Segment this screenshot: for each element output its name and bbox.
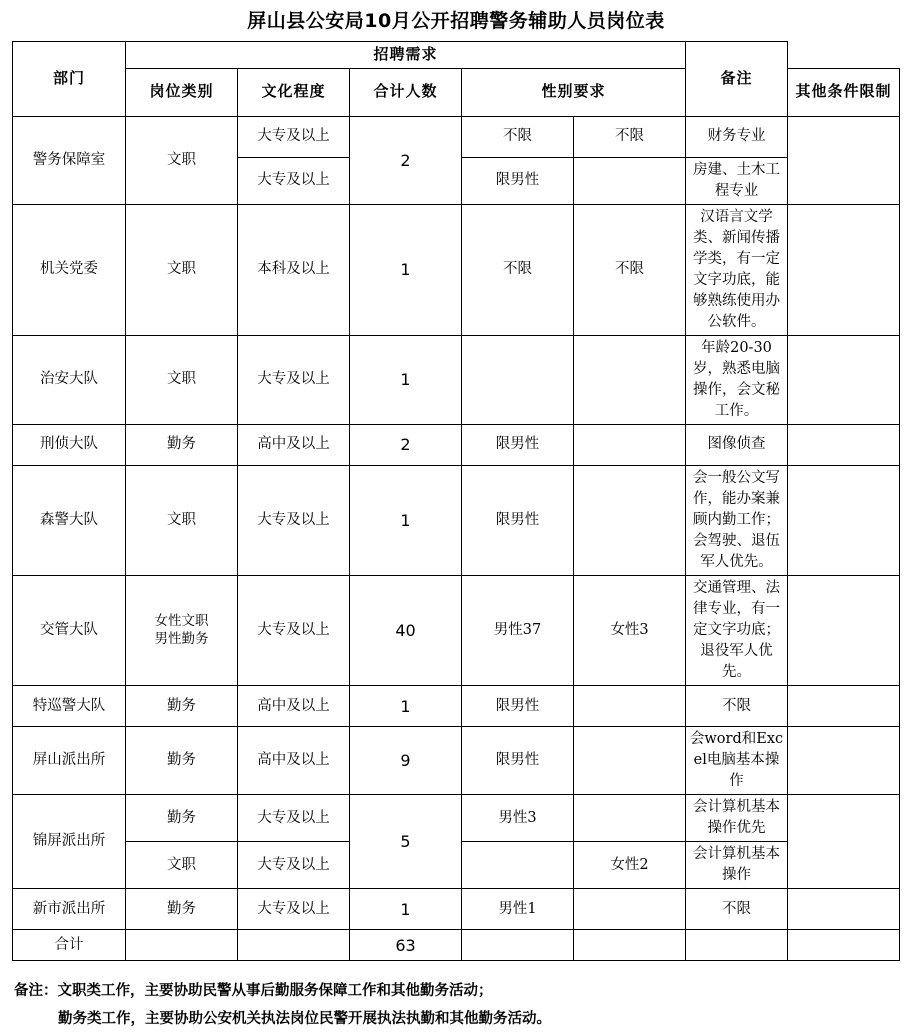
- cell-job-category: 勤务: [126, 727, 238, 795]
- cell-gender-a: 限男性: [462, 727, 574, 795]
- cell-department: 警务保障室: [13, 116, 126, 204]
- cell-other-conditions: 年龄20-30岁，熟悉电脑操作，会文秘工作。: [686, 335, 788, 424]
- cell-department: 特巡警大队: [13, 686, 126, 727]
- cell-education: 大专及以上: [238, 335, 350, 424]
- cell-remark: [788, 576, 900, 686]
- cell-gender-a: 限男性: [462, 424, 574, 465]
- cell-department: 森警大队: [13, 465, 126, 575]
- cell-gender-a: 不限: [462, 116, 574, 157]
- cell-department: 治安大队: [13, 335, 126, 424]
- cell-remark: [788, 889, 900, 930]
- cell-other-conditions: 会计算机基本操作优先: [686, 795, 788, 842]
- cell-job-category: 勤务: [126, 795, 238, 842]
- cell-summary-total: 63: [350, 930, 462, 961]
- table-row: [13, 204, 900, 335]
- table-body: [13, 116, 900, 960]
- cell-other-conditions: 会word和Excel电脑基本操作: [686, 727, 788, 795]
- page-title: 屏山县公安局10月公开招聘警务辅助人员岗位表: [247, 10, 665, 32]
- table-header: [13, 42, 900, 117]
- cell-department: 机关党委: [13, 204, 126, 335]
- cell-other-conditions: 图像侦查: [686, 424, 788, 465]
- cell-total-count: 5: [350, 795, 462, 889]
- recruitment-table: [12, 41, 900, 961]
- cell-education: 本科及以上: [238, 204, 350, 335]
- cell-other-conditions: 财务专业: [686, 116, 788, 157]
- cell-gender-b: 不限: [574, 204, 686, 335]
- header-department: 部门: [13, 42, 126, 117]
- cell-other-conditions: 会计算机基本操作: [686, 842, 788, 889]
- header-gender-requirement: 性别要求: [462, 68, 686, 116]
- header-other-conditions: 其他条件限制: [788, 68, 900, 116]
- cell-department: 锦屏派出所: [13, 795, 126, 889]
- cell-job-category: 女性文职 男性勤务: [126, 576, 238, 686]
- cell-job-category: 勤务: [126, 424, 238, 465]
- cell-total-count: 1: [350, 686, 462, 727]
- header-job-category: 岗位类别: [126, 68, 238, 116]
- cell-summary-gender-a: [462, 930, 574, 961]
- cell-gender-a: [462, 842, 574, 889]
- cell-education: 高中及以上: [238, 424, 350, 465]
- cell-job-category: 勤务: [126, 889, 238, 930]
- cell-education: 大专及以上: [238, 576, 350, 686]
- cell-gender-a: [462, 335, 574, 424]
- cell-remark: [788, 795, 900, 889]
- header-row-top: [13, 42, 900, 69]
- table-row: [13, 424, 900, 465]
- cell-other-conditions: 不限: [686, 889, 788, 930]
- cell-remark: [788, 335, 900, 424]
- cell-job-category: 文职: [126, 116, 238, 204]
- cell-other-conditions: 交通管理、法律专业，有一定文字功底；退役军人优先。: [686, 576, 788, 686]
- cell-total-count: 2: [350, 424, 462, 465]
- table-row: [13, 686, 900, 727]
- cell-gender-a: 限男性: [462, 686, 574, 727]
- cell-gender-b: [574, 727, 686, 795]
- table-row: [13, 116, 900, 157]
- cell-gender-b: [574, 686, 686, 727]
- cell-total-count: 9: [350, 727, 462, 795]
- cell-education: 高中及以上: [238, 686, 350, 727]
- summary-row: [13, 930, 900, 961]
- cell-department: 交管大队: [13, 576, 126, 686]
- cell-gender-b: 女性3: [574, 576, 686, 686]
- cell-summary-conditions: [686, 930, 788, 961]
- cell-total-count: 40: [350, 576, 462, 686]
- cell-education: 大专及以上: [238, 157, 350, 204]
- cell-total-count: 1: [350, 335, 462, 424]
- footnotes: [14, 977, 912, 1032]
- table-row: [13, 727, 900, 795]
- cell-department: 刑侦大队: [13, 424, 126, 465]
- cell-gender-a: 男性3: [462, 795, 574, 842]
- cell-department: 新市派出所: [13, 889, 126, 930]
- cell-other-conditions: 会一般公文写作，能办案兼顾内勤工作；会驾驶、退伍军人优先。: [686, 465, 788, 575]
- cell-gender-b: [574, 889, 686, 930]
- header-education: 文化程度: [238, 68, 350, 116]
- cell-remark: [788, 204, 900, 335]
- cell-gender-b: [574, 465, 686, 575]
- cell-department: 屏山派出所: [13, 727, 126, 795]
- cell-summary-job-category: [126, 930, 238, 961]
- cell-remark: [788, 465, 900, 575]
- cell-remark: [788, 686, 900, 727]
- header-recruitment-demand: 招聘需求: [126, 42, 686, 69]
- cell-total-count: 2: [350, 116, 462, 204]
- cell-gender-a: 男性1: [462, 889, 574, 930]
- table-row: [13, 889, 900, 930]
- cell-education: 大专及以上: [238, 795, 350, 842]
- header-remark: 备注: [686, 42, 788, 117]
- cell-gender-b: 不限: [574, 116, 686, 157]
- cell-gender-b: [574, 157, 686, 204]
- cell-gender-b: [574, 335, 686, 424]
- cell-gender-a: 不限: [462, 204, 574, 335]
- cell-gender-a: 限男性: [462, 465, 574, 575]
- cell-other-conditions: 房建、土木工程专业: [686, 157, 788, 204]
- cell-job-category: 勤务: [126, 686, 238, 727]
- cell-summary-gender-b: [574, 930, 686, 961]
- cell-gender-a: 男性37: [462, 576, 574, 686]
- cell-gender-b: 女性2: [574, 842, 686, 889]
- cell-job-category: 文职: [126, 335, 238, 424]
- cell-summary-education: [238, 930, 350, 961]
- cell-education: 大专及以上: [238, 116, 350, 157]
- table-row: [13, 795, 900, 842]
- cell-total-count: 1: [350, 889, 462, 930]
- cell-education: 大专及以上: [238, 465, 350, 575]
- footnote-line-1: 备注：文职类工作，主要协助民警从事后勤服务保障工作和其他勤务活动；: [14, 982, 493, 1000]
- cell-gender-a: 限男性: [462, 157, 574, 204]
- cell-remark: [788, 424, 900, 465]
- cell-job-category: 文职: [126, 842, 238, 889]
- table-row: [13, 465, 900, 575]
- table-row: [13, 576, 900, 686]
- cell-job-category: 文职: [126, 465, 238, 575]
- footnote-line-2: 勤务类工作，主要协助公安机关执法岗位民警开展执法执勤和其他勤务活动。: [58, 1009, 551, 1027]
- cell-job-category: 文职: [126, 204, 238, 335]
- cell-gender-b: [574, 424, 686, 465]
- cell-total-count: 1: [350, 204, 462, 335]
- cell-education: 高中及以上: [238, 727, 350, 795]
- cell-summary-remark: [788, 930, 900, 961]
- cell-gender-b: [574, 795, 686, 842]
- cell-education: 大专及以上: [238, 889, 350, 930]
- cell-other-conditions: 不限: [686, 686, 788, 727]
- table-row: [13, 335, 900, 424]
- cell-remark: [788, 727, 900, 795]
- cell-education: 大专及以上: [238, 842, 350, 889]
- header-total-count: 合计人数: [350, 68, 462, 116]
- cell-other-conditions: 汉语言文学类、新闻传播学类，有一定文字功底，能够熟练使用办公软件。: [686, 204, 788, 335]
- cell-total-count: 1: [350, 465, 462, 575]
- cell-summary-label: 合计: [13, 930, 126, 961]
- cell-remark: [788, 116, 900, 204]
